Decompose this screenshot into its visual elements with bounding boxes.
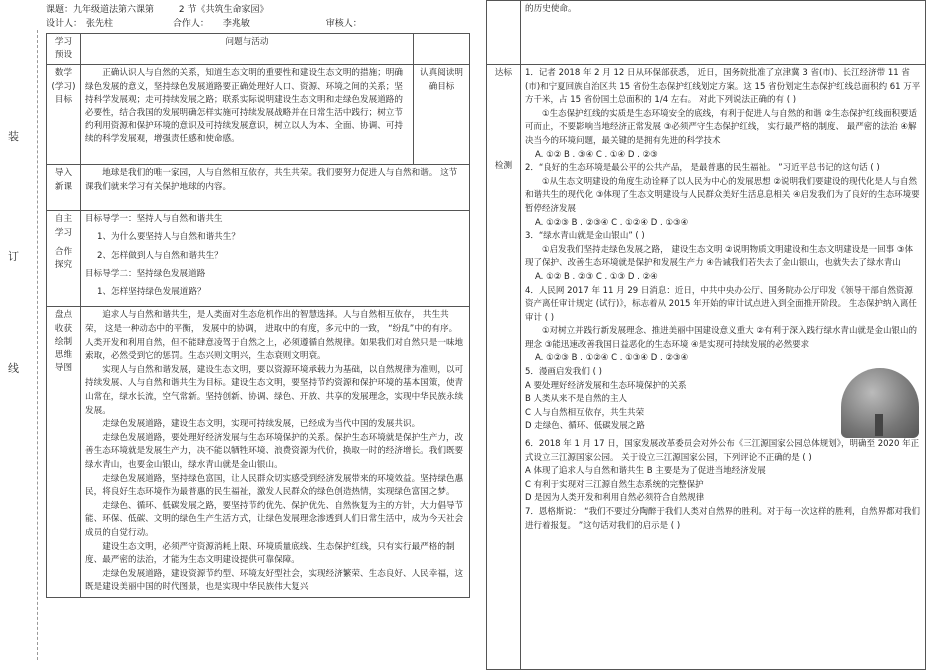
guide-question: 1、为什么要坚持人与自然和谐共生？ xyxy=(97,232,240,243)
paragraph: 建设生态文明，必须严守资源消耗上限、环境质量底线、生态保护红线，只有实行最严格的制度、最严密的法治，才能为生态文明建设提供可靠保障。 xyxy=(85,541,455,566)
table-row xyxy=(47,34,470,65)
row-label: 数学 (学习) 目标 xyxy=(47,65,81,165)
row-label: 达标 检测 xyxy=(487,65,521,670)
table-row xyxy=(487,1,926,65)
question-1: 1．记者 2018 年 2 月 12 日从环保部获悉， 近日，国务院批准了京津冀 3 省(市)、长江经济带 11 省(市)和宁夏回族自治区共 15 省份生态保护红线划定方案。这 15 省份划定生态保护红线总面积约 61 万平方千米，占 15 省份国土总面积的 1/4 左右。 对此下列说法正确的有 ( ) ①生态保护红线的实质是生态环境安全的底线，有利于促进人与自然的和谐 ②生态保护红线面积要适可而止，不要影响当地经济正常发展 ③必须严守生态保护红线， 实行最严格的制度、 最严密的法治 ④解决当今的环境问题，最关键的是拥有先进的科学技术 A. ①② B . ③④ C . ①④ D . ②③ xyxy=(525,67,921,162)
guide-questions xyxy=(81,211,470,307)
guide-heading: 目标导学二：坚持绿色发展道路 xyxy=(85,269,206,280)
row-label: 学习预设 xyxy=(47,34,81,65)
left-page xyxy=(46,0,470,670)
question-2: 2．“良好的生态环境是最公平的公共产品， 是最普惠的民生福祉。 ”习近平总书记的这句话 ( ) ①从生态文明建设的角度生动诠释了以人民为中心的发展思想 ②说明我们要建设的现代化是人与自然和谐共生的现代化 ③体现了生态文明建设与人民群众美好生活息息相关 ④启发我们为了良好的生态环境要暂停经济发展 A. ①②③ B . ②③④ C . ①②④ D . ①③④ xyxy=(525,162,921,230)
partner-label: 合作人： xyxy=(172,19,209,29)
reviewer-label: 审核人： xyxy=(325,19,362,29)
paragraph: 追求人与自然和谐共生，是人类面对生态危机作出的智慧选择。人与自然相互依存， 共生共荣， 这是一种动态中的平衡， 发展中的协调， 进取中的有度，多元中的一致， “纷乱”中的有序。人类开发和利用自然，但不能肆意凌驾于自然之上，必须遵循自然规律。如果我们对自然只是一味地索取，必然受到它的惩罚。生态兴则文明兴，生态衰则文明衰。 xyxy=(85,310,464,362)
paragraph: 走绿色、循环、低碳发展之路，要坚持节约优先、保护优先、自然恢复为主的方针，大力倡导节能、环保、低碳、文明的绿色生产生活方式，让绿色发展理念渗透到人们日常生活中，成为今天社会成员的自觉行动。 xyxy=(85,500,464,538)
quiz-block xyxy=(521,65,926,670)
question-7: 7．恩格斯说： “我们不要过分陶醉于我们人类对自然界的胜利。对于每一次这样的胜利，自然界都对我们进行着报复。 ”这句话对我们的启示是 ( ) xyxy=(525,507,921,531)
right-page xyxy=(486,0,926,670)
table-row xyxy=(47,211,470,307)
row-label: 盘点 收获 绘制 思维 导图 xyxy=(47,307,81,597)
paragraph: 走绿色发展道路，坚持绿色富国，让人民群众切实感受到经济发展带来的环境效益。坚持绿色惠民，将良好生态环境作为最普惠的民生福祉，激发人民群众的绿色创造热情，实现绿色富国之梦。 xyxy=(85,473,464,498)
table-row xyxy=(487,65,926,670)
table-row xyxy=(47,307,470,597)
paragraph: 走绿色发展道路，建设资源节约型、环境友好型社会，实现经济繁荣、生态良好、人民幸福，这既是建设美丽中国的时代图景，也是实现中华民族伟大复兴 xyxy=(85,568,464,593)
lesson-title xyxy=(46,3,470,17)
section-text: 2 节《共筑生命家园》 xyxy=(178,5,269,15)
designer-label: 设计人： xyxy=(46,19,83,29)
guide-question: 1、怎样坚持绿色发展道路？ xyxy=(97,287,206,298)
partner-name: 李兆敏 xyxy=(222,19,250,29)
question-3: 3．“绿水青山就是金山银山” ( ) ①启发我们坚持走绿色发展之路， 建设生态文明 ②说明物质文明建设和生态文明建设是一回事 ③体现了保护、改善生态环境就是保护和发展生产力 ④告诫我们若失去了金山银山，也就失去了绿水青山 A. ①② B . ②③ C . ①③ D . ②④ xyxy=(525,230,921,284)
binding-line xyxy=(37,30,38,660)
binding-mark: 线 xyxy=(8,362,19,375)
paragraph: 走绿色发展道路，要处理好经济发展与生态环境保护的关系。保护生态环境就是保护生产力，改善生态环境就是发展生产力，决不能以牺牲环境、浪费资源为代价，换取一时的经济增长。我们既要绿水青山，也要金山银山，绿水青山就是金山银山。 xyxy=(85,432,464,470)
answer-choices: A. ①② B . ②③ C . ①③ D . ②④ xyxy=(535,271,658,282)
continued-text: 的历史使命。 xyxy=(521,1,926,65)
intro-text: 地球是我们的唯一家园，人与自然相互依存，共生共荣。我们要努力促进人与自然和谐。 这节课我们就来学习有关保护地球的内容。 xyxy=(81,165,470,211)
row-label: 自主 学习 合作 探究 xyxy=(47,211,81,307)
topic-label: 课题： xyxy=(46,5,74,15)
goals-text: 正确认识人与自然的关系，知道生态文明的重要性和建设生态文明的措施；明确绿色发展的意义，坚持绿色发展道路要正确处理好人口、资源、环境之间的关系；坚持科学发展观；走可持续发展之路；联系实际说明建设生态文明和走绿色发展道路的必要性，结合我国的发展明确怎样实施可持续发展战略并在日常生活中践行；树立节约利用资源和保护环境的意识及可持续发展意识，树立以人为本、全面、协调、可持续的科学发展观，增强责任感和使命感。 xyxy=(81,65,414,165)
binding-mark: 订 xyxy=(8,250,19,263)
answer-choices: A. ①②③ B . ①②④ C . ①③④ D . ②③④ xyxy=(535,353,689,364)
table-row xyxy=(47,165,470,211)
column-header: 问题与活动 xyxy=(81,34,414,65)
answer-choices: A. ①②③ B . ②③④ C . ①②④ D . ①③④ xyxy=(535,217,689,228)
cartoon-tree-image xyxy=(841,368,919,438)
row-label: 导入 新课 xyxy=(47,165,81,211)
goals-side-note: 认真阅读明确目标 xyxy=(414,65,470,165)
binding-mark: 装 xyxy=(8,130,19,143)
answer-choices: A. ①② B . ③④ C . ①④ D . ②③ xyxy=(535,149,658,160)
lesson-plan-table xyxy=(46,33,470,598)
author-line xyxy=(46,17,470,31)
assessment-table xyxy=(486,0,926,670)
question-6: 6．2018 年 1 月 17 日，国家发展改革委员会对外公布《三江源国家公园总体规划》，明确至 2020 年正式设立三江源国家公园。 关于设立三江源国家公园，下列评论不正确的是 ( ) A 体现了追求人与自然和谐共生 B 主要是为了促进当地经济发展 C 有利于实现对三江源自然生态系统的完整保护 D 是因为人类开发和利用自然必须符合自然规律 xyxy=(525,439,920,504)
guide-question: 2、怎样做到人与自然和谐共生？ xyxy=(97,251,223,262)
binding-gutter xyxy=(0,0,26,670)
topic-text: 九年级道法第六课第 xyxy=(73,5,155,15)
paragraph: 走绿色发展道路，建设生态文明，实现可持续发展，已经成为当代中国的发展共识。 xyxy=(102,419,421,430)
mindmap-text xyxy=(81,307,470,597)
paragraph: 实现人与自然和谐发展，建设生态文明，要以资源环境承载力为基础，以自然规律为准则，以可持续发展、人与自然和谐共生为目标。建设生态文明，要坚持节约资源和保护环境的基本国策，使青山常在，绿水长流，空气常新。坚持创新、协调、绿色、开放、共享的发展理念，实现中华民族永续发展。 xyxy=(85,364,464,416)
guide-heading: 目标导学一：坚持人与自然和谐共生 xyxy=(85,214,223,225)
designer-name: 张先柱 xyxy=(86,19,114,29)
table-row xyxy=(47,65,470,165)
question-5: 5．漫画启发我们 ( ) A 要处理好经济发展和生态环境保护的关系 B 人类从来不是自然的主人 C 人与自然相互依存，共生共荣 D 走绿色、循环、低碳发展之路 xyxy=(525,366,921,434)
question-4: 4．人民网 2017 年 11 月 29 日消息：近日，中共中央办公厅、国务院办公厅印发《领导干部自然资源资产离任审计规定 (试行)》，标志着从 2015 年开始的审计试点进入到全面推开阶段。 生态保护纳入离任审计 ( ) ①对树立并践行新发展理念、推进美丽中国建设意义重大 ②有利于深入践行绿水青山就是金山银山的理念 ③能迅速改善我国日益恶化的生态环境 ④是实现可持续发展的必然要求 A. ①②③ B . ①②④ C . ①③④ D . ②③④ xyxy=(525,285,921,367)
